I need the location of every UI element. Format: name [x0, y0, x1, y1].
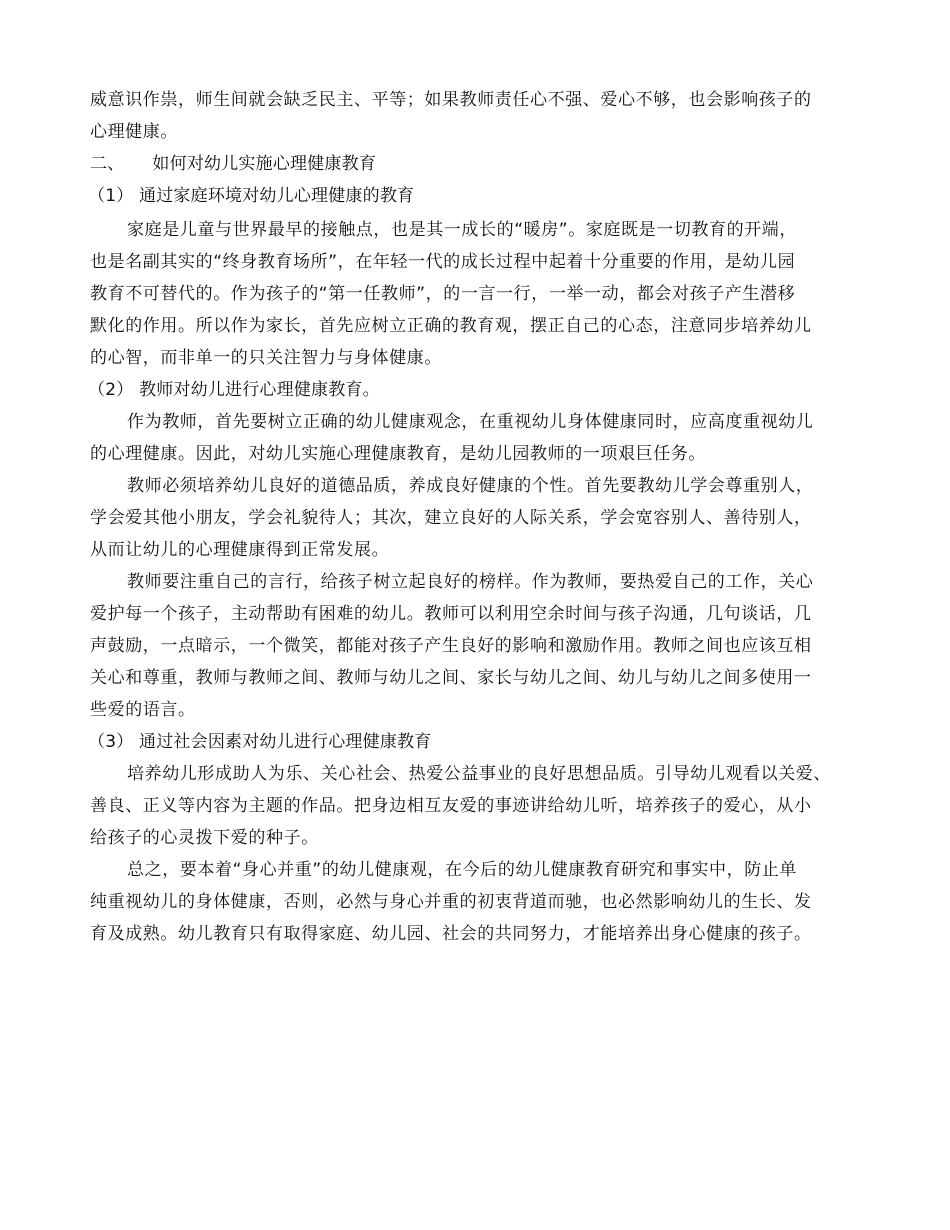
body-text-line: 爱护每一个孩子，主动帮助有困难的幼儿。教师可以利用空余时间与孩子沟通，几句谈话，几	[90, 604, 812, 624]
section-heading: 二、 如何对幼儿实施心理健康教育	[90, 154, 377, 174]
body-text-line: 作为教师，首先要树立正确的幼儿健康观念，在重视幼儿身体健康同时，应高度重视幼儿	[127, 412, 814, 432]
body-text-line: 育及成熟。幼儿教育只有取得家庭、幼儿园、社会的共同努力，才能培养出身心健康的孩子。	[90, 924, 812, 944]
body-text-line: 善良、正义等内容为主题的作品。把身边相互友爱的事迹讲给幼儿听，培养孩子的爱心，从小	[90, 796, 812, 816]
body-text-line: 培养幼儿形成助人为乐、关心社会、热爱公益事业的良好思想品质。引导幼儿观看以关爱、	[127, 764, 831, 784]
body-text-line: 声鼓励，一点暗示，一个微笑，都能对孩子产生良好的影响和激励作用。教师之间也应该互相	[90, 636, 812, 656]
body-text-line: 学会爱其他小朋友，学会礼貌待人；其次，建立良好的人际关系，学会宽容别人、善待别人，	[90, 508, 812, 528]
body-text-line: 教师必须培养幼儿良好的道德品质，养成良好健康的个性。首先要教幼儿学会尊重别人，	[127, 476, 814, 496]
body-text-line: 些爱的语言。	[90, 700, 196, 720]
subsection-heading: （1） 通过家庭环境对幼儿心理健康的教育	[88, 186, 415, 206]
body-text-line: 的心智，而非单一的只关注智力与身体健康。	[90, 348, 442, 368]
subsection-heading: （3） 通过社会因素对幼儿进行心理健康教育	[88, 732, 432, 752]
body-text-line: 从而让幼儿的心理健康得到正常发展。	[90, 540, 390, 560]
body-text-line: 的心理健康。因此，对幼儿实施心理健康教育，是幼儿园教师的一项艰巨任务。	[90, 444, 706, 464]
body-text-line: 教育不可替代的。作为孩子的“第一任教师”，的一言一行，一举一动，都会对孩子产生潜移	[90, 284, 796, 304]
body-text-line: 关心和尊重，教师与教师之间、教师与幼儿之间、家长与幼儿之间、幼儿与幼儿之间多使用一	[90, 668, 812, 688]
body-text-line: 家庭是儿童与世界最早的接触点，也是其一成长的“暖房”。家庭既是一切教育的开端，	[127, 220, 798, 240]
body-text-line: 威意识作祟，师生间就会缺乏民主、平等；如果教师责任心不强、爱心不够，也会影响孩子的	[90, 90, 812, 110]
body-text-line: 也是名副其实的“终身教育场所”，在年轻一代的成长过程中起着十分重要的作用，是幼儿园	[90, 252, 796, 272]
body-text-line: 纯重视幼儿的身体健康，否则，必然与身心并重的初衷背道而驰，也必然影响幼儿的生长、发	[90, 892, 812, 912]
body-text-line: 默化的作用。所以作为家长，首先应树立正确的教育观，摆正自己的心态，注意同步培养幼儿	[90, 316, 812, 336]
body-text-line: 总之，要本着“身心并重”的幼儿健康观，在今后的幼儿健康教育研究和事实中，防止单	[127, 860, 798, 880]
body-text-line: 给孩子的心灵拨下爱的种子。	[90, 828, 319, 848]
body-text-line: 教师要注重自己的言行，给孩子树立起良好的榜样。作为教师，要热爱自己的工作，关心	[127, 572, 814, 592]
body-text-line: 心理健康。	[90, 122, 178, 142]
subsection-heading: （2） 教师对幼儿进行心理健康教育。	[88, 380, 380, 400]
